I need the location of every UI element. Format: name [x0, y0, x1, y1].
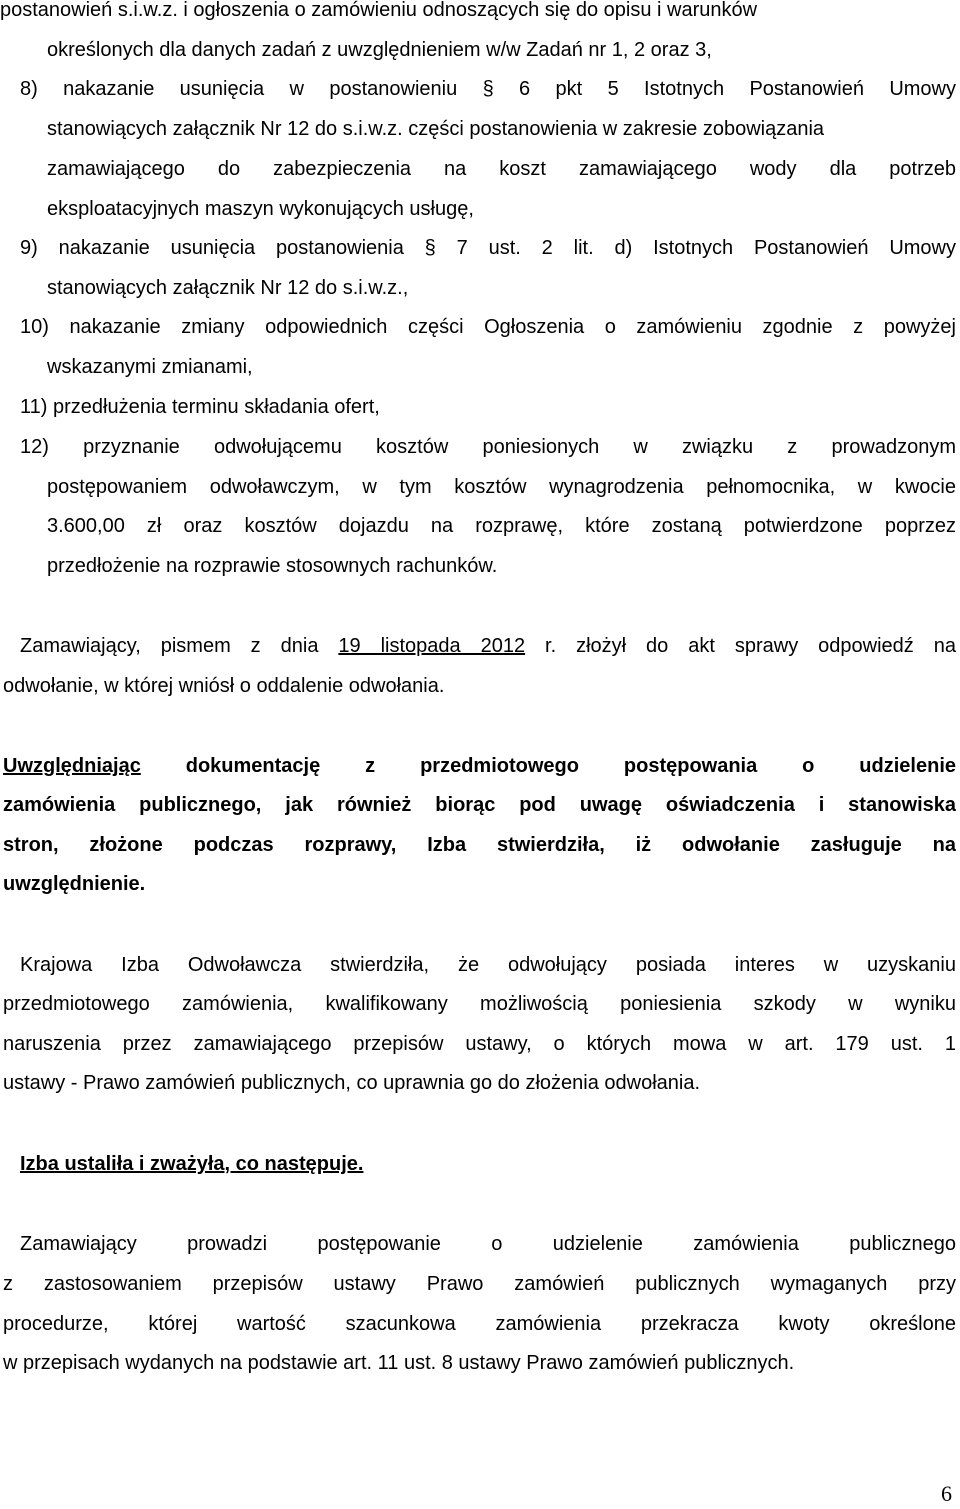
list-item-12: 12) przyznanie odwołującemu kosztów poniesionych w związku z prowadzonym	[20, 436, 956, 458]
text-line: naruszenia przez zamawiającego przepisów ustawy, o których mowa w art. 179 ust. 1	[3, 1033, 956, 1055]
text-line: określonych dla danych zadań z uwzględnieniem w/w Zadań nr 1, 2 oraz 3,	[47, 39, 712, 61]
text-line: postanowień s.i.w.z. i ogłoszenia o zamówieniu odnoszących się do opisu i warunków	[0, 0, 758, 21]
text-line: w przepisach wydanych na podstawie art. 11 ust. 8 ustawy Prawo zamówień publicznych.	[3, 1352, 795, 1374]
list-item-8: 8) nakazanie usunięcia w postanowieniu § 6 pkt 5 Istotnych Postanowień Umowy	[20, 78, 956, 100]
text-line: Zamawiający, pismem z dnia 19 listopada 2012 r. złożył do akt sprawy odpowiedź na	[20, 635, 956, 657]
text-line: Zamawiający prowadzi postępowanie o udzielenie zamówienia publicznego	[20, 1233, 956, 1255]
underlined-text: Uwzględniając	[3, 755, 141, 777]
list-item-11: 11) przedłużenia terminu składania ofert,	[20, 396, 380, 418]
underlined-text: 19 listopada 2012	[338, 635, 526, 657]
bold-text-line: zamówienia publicznego, jak również biorąc pod uwagę oświadczenia i stanowiska	[3, 794, 956, 816]
text-line: 3.600,00 zł oraz kosztów dojazdu na rozprawę, które zostaną potwierdzone poprzez	[47, 515, 956, 537]
text-line: zamawiającego do zabezpieczenia na koszt zamawiającego wody dla potrzeb	[47, 158, 956, 180]
text-line: wskazanymi zmianami,	[47, 356, 253, 378]
text-line: stanowiących załącznik Nr 12 do s.i.w.z. części postanowienia w zakresie zobowiązania	[47, 118, 825, 140]
bold-text-line: Uwzględniając dokumentację z przedmiotowego postępowania o udzielenie	[3, 755, 956, 777]
text-line: eksploatacyjnych maszyn wykonujących usługę,	[47, 198, 474, 220]
bold-text-line: stron, złożone podczas rozprawy, Izba stwierdziła, iż odwołanie zasługuje na	[3, 834, 956, 856]
list-item-9: 9) nakazanie usunięcia postanowienia § 7 ust. 2 lit. d) Istotnych Postanowień Umowy	[20, 237, 956, 259]
text-line: przedłożenie na rozprawie stosownych rachunków.	[47, 555, 498, 577]
text-line: Krajowa Izba Odwoławcza stwierdziła, że odwołujący posiada interes w uzyskaniu	[20, 954, 956, 976]
text-line: ustawy - Prawo zamówień publicznych, co uprawnia go do złożenia odwołania.	[3, 1072, 701, 1094]
list-item-10: 10) nakazanie zmiany odpowiednich części Ogłoszenia o zamówieniu zgodnie z powyżej	[20, 316, 956, 338]
text-line: z zastosowaniem przepisów ustawy Prawo zamówień publicznych wymaganych przy	[3, 1273, 956, 1295]
text-line: przedmiotowego zamówienia, kwalifikowany możliwością poniesienia szkody w wyniku	[3, 993, 956, 1015]
text-line: postępowaniem odwoławczym, w tym kosztów wynagrodzenia pełnomocnika, w kwocie	[47, 476, 956, 498]
section-heading: Izba ustaliła i zważyła, co następuje.	[20, 1153, 364, 1175]
page-number: 6	[941, 1481, 952, 1506]
text-line: stanowiących załącznik Nr 12 do s.i.w.z.,	[47, 277, 409, 299]
bold-text-line: uwzględnienie.	[3, 873, 146, 895]
text-line: odwołanie, w której wniósł o oddalenie odwołania.	[3, 675, 445, 697]
text-line: procedurze, której wartość szacunkowa zamówienia przekracza kwoty określone	[3, 1313, 956, 1335]
